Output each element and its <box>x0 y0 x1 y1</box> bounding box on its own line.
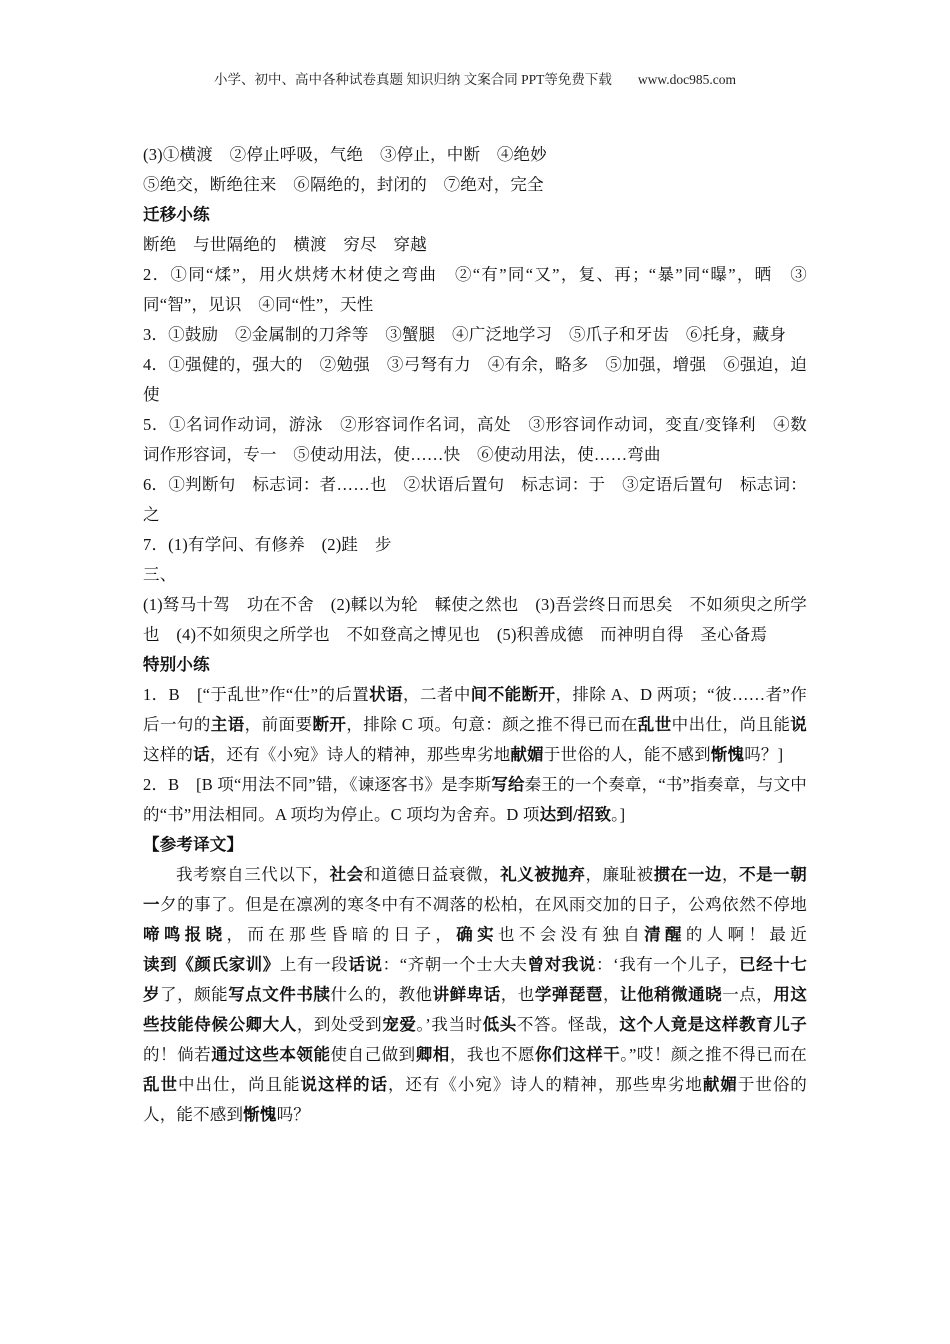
document-body <box>143 140 807 1130</box>
bold-text-run: 写点文件书牍 <box>228 985 331 1004</box>
bold-text-run: 乱世 <box>143 1075 178 1094</box>
text-run: 特别小练 <box>143 655 210 674</box>
bold-text-run: 献媚 <box>510 745 544 764</box>
text-run: 断绝 与世隔绝的 横渡 穷尽 穿越 <box>143 235 427 254</box>
bold-text-run: 啼鸣报晓 <box>143 925 227 944</box>
bold-text-run: 让他稍微通晓 <box>620 985 723 1004</box>
paragraph <box>143 530 807 560</box>
paragraph <box>143 680 807 770</box>
bold-text-run: 话说 <box>348 955 383 974</box>
text-run: 4．①强健的，强大的 ②勉强 ③弓弩有力 ④有余，略多 ⑤加强，增强 ⑥强迫，迫使 <box>143 355 807 404</box>
bold-text-run: 清醒 <box>644 925 686 944</box>
paragraph <box>143 770 807 830</box>
bold-text-run: 掼在一边 <box>653 865 722 884</box>
paragraph <box>143 320 807 350</box>
text-run: 于世俗的人，能不感到 <box>543 745 711 764</box>
text-run: ， <box>602 985 620 1004</box>
text-run: 的！倘若 <box>143 1045 212 1064</box>
text-run: (3)①横渡 ②停止呼吸，气绝 ③停止，中断 ④绝妙 <box>143 145 547 164</box>
paragraph <box>143 350 807 410</box>
text-run: ，也 <box>500 985 535 1004</box>
bold-text-run: 通过这些本领能 <box>211 1045 331 1064</box>
bold-text-run: 你们这样干 <box>535 1045 621 1064</box>
bold-text-run: 社会 <box>329 865 364 884</box>
header-promo-text: 小学、初中、高中各种试卷真题 知识归纳 文案合同 PPT等免费下载 <box>214 72 612 87</box>
bold-text-run: 惭愧 <box>710 745 745 764</box>
bold-text-run: 惭愧 <box>243 1105 277 1124</box>
bold-text-run: 不是一朝一 <box>143 865 807 914</box>
text-run: ，到处受到 <box>296 1015 383 1034</box>
text-run: 一点， <box>722 985 774 1004</box>
header-site-url[interactable]: www.doc985.com <box>637 72 736 87</box>
bold-text-run: 主语 <box>210 715 245 734</box>
bold-text-run: 礼义被抛弃 <box>500 865 586 884</box>
bold-text-run: 曾对我说 <box>527 955 596 974</box>
text-run: ：‘我有一个儿子， <box>595 955 739 974</box>
bold-text-run: 说这样的话 <box>300 1075 388 1094</box>
text-run: (1)驽马十驾 功在不舍 (2)輮以为轮 輮使之然也 (3)吾尝终日而思矣 不如须臾之所学也 (4)不如须臾之所学也 不如登高之博见也 (5)积善成德 而神明自得 圣心备焉 <box>143 595 807 644</box>
section-heading <box>143 650 807 680</box>
text-run: ，还有《小宛》诗人的精神，那些卑劣地 <box>387 1075 703 1094</box>
bold-text-run: 卿相 <box>415 1045 450 1064</box>
text-run: 1．B [“于乱世”作“仕”的后置 <box>143 685 370 704</box>
paragraph <box>143 170 807 200</box>
text-run: 的人啊！最近 <box>685 925 808 944</box>
text-run: 。] <box>611 805 626 824</box>
text-run: 3．①鼓励 ②金属制的刀斧等 ③蟹腿 ④广泛地学习 ⑤爪子和牙齿 ⑥托身，藏身 <box>143 325 787 344</box>
paragraph <box>143 230 807 260</box>
text-run: 吗？] <box>744 745 784 764</box>
text-run: 6．①判断句 标志词：者……也 ②状语后置句 标志词：于 ③定语后置句 标志词：之 <box>143 475 807 524</box>
text-run: ⑤绝交，断绝往来 ⑥隔绝的，封闭的 ⑦绝对，完全 <box>143 175 544 194</box>
text-run: 。’我当时 <box>416 1015 483 1034</box>
text-run: 5．①名词作动词，游泳 ②形容词作名词，高处 ③形容词作动词，变直/变锋利 ④数词作形容词，专一 ⑤使动用法，使……快 ⑥使动用法，使……弯曲 <box>143 415 807 464</box>
text-run: 2．B [B 项“用法不同”错，《谏逐客书》是李斯 <box>143 775 492 794</box>
text-run: ，而在那些昏暗的日子， <box>226 925 457 944</box>
text-run: ， <box>722 865 740 884</box>
bold-text-run: 写给 <box>491 775 525 794</box>
text-run: 吗？ <box>276 1105 311 1124</box>
text-run: 夕的事了。但是在凛冽的寒冬中有不凋落的松柏，在风雨交加的日子，公鸡依然不停地 <box>160 895 808 914</box>
paragraph <box>143 560 807 590</box>
text-run: 使自己做到 <box>330 1045 416 1064</box>
text-run: 【参考译文】 <box>143 835 244 854</box>
paragraph <box>143 410 807 470</box>
bold-text-run: 间不能断开 <box>470 685 556 704</box>
text-run: 我考察自三代以下， <box>176 865 330 884</box>
bold-text-run: 话 <box>193 745 210 764</box>
bold-text-run: 用这些技能侍候公卿大人 <box>143 985 808 1034</box>
bold-text-run: 断开 <box>312 715 347 734</box>
paragraph <box>143 470 807 530</box>
paragraph <box>143 590 807 650</box>
text-run: ，二者中 <box>403 685 471 704</box>
text-run: 中出仕，尚且能 <box>178 1075 301 1094</box>
paragraph <box>143 260 807 320</box>
bold-text-run: 已经十七岁 <box>143 955 808 1004</box>
text-run: 7．(1)有学问、有修养 (2)跬 步 <box>143 535 392 554</box>
bold-text-run: 学弹琵琶 <box>534 985 603 1004</box>
bold-text-run: 乱世 <box>637 715 672 734</box>
text-run: 这样的 <box>143 745 194 764</box>
text-run: 中出仕，尚且能 <box>671 715 791 734</box>
text-run: 于世俗的人，能不感到 <box>143 1075 808 1124</box>
bold-text-run: 献媚 <box>702 1075 738 1094</box>
bold-text-run: 说 <box>790 715 807 734</box>
paragraph <box>143 140 807 170</box>
bold-text-run: 状语 <box>369 685 404 704</box>
text-run: 。”哎！颜之推不得已而在 <box>620 1045 808 1064</box>
text-run: 和道德日益衰微， <box>363 865 501 884</box>
text-run: 2．①同“煣”，用火烘烤木材使之弯曲 ②“有”同“又”，复、再；“暴”同“曝”，晒 ③同“智”，见识 ④同“性”，天性 <box>143 265 807 314</box>
text-run: 迁移小练 <box>143 205 210 224</box>
text-run: 什么的，教他 <box>330 985 433 1004</box>
section-heading <box>143 830 807 860</box>
bold-text-run: 宠爱 <box>382 1015 417 1034</box>
text-run: 不答。怪哉， <box>516 1015 620 1034</box>
bold-text-run: 确实 <box>456 925 498 944</box>
bold-text-run: 这个人竟是这样教育儿子 <box>619 1015 807 1034</box>
text-run: 上有一段 <box>279 955 349 974</box>
text-run: ，排除 C 项。句意：颜之推不得已而在 <box>346 715 638 734</box>
text-run: 三、 <box>143 565 177 584</box>
text-run: 也不会没有独自 <box>497 925 645 944</box>
bold-text-run: 达到/招致 <box>539 805 612 824</box>
bold-text-run: 读到《颜氏家训》 <box>143 955 280 974</box>
paragraph <box>143 860 807 1130</box>
text-run: ，廉耻被 <box>585 865 654 884</box>
text-run: 秦王的一个奏章，“书”指奏章，与文中的“书”用法相同。A 项均为停止。C 项均为舍弃。D 项 <box>143 775 807 824</box>
text-run: ：“齐朝一个士大夫 <box>382 955 528 974</box>
text-run: ，还有《小宛》诗人的精神，那些卑劣地 <box>209 745 511 764</box>
bold-text-run: 讲鲜卑话 <box>432 985 501 1004</box>
page-header <box>0 0 950 88</box>
bold-text-run: 低头 <box>482 1015 517 1034</box>
text-run: ，我也不愿 <box>449 1045 536 1064</box>
text-run: ，排除 A、D 两项；“彼……者”作后一句的 <box>143 685 808 734</box>
text-run: 了，颇能 <box>160 985 229 1004</box>
text-run: ，前面要 <box>244 715 313 734</box>
section-heading <box>143 200 807 230</box>
